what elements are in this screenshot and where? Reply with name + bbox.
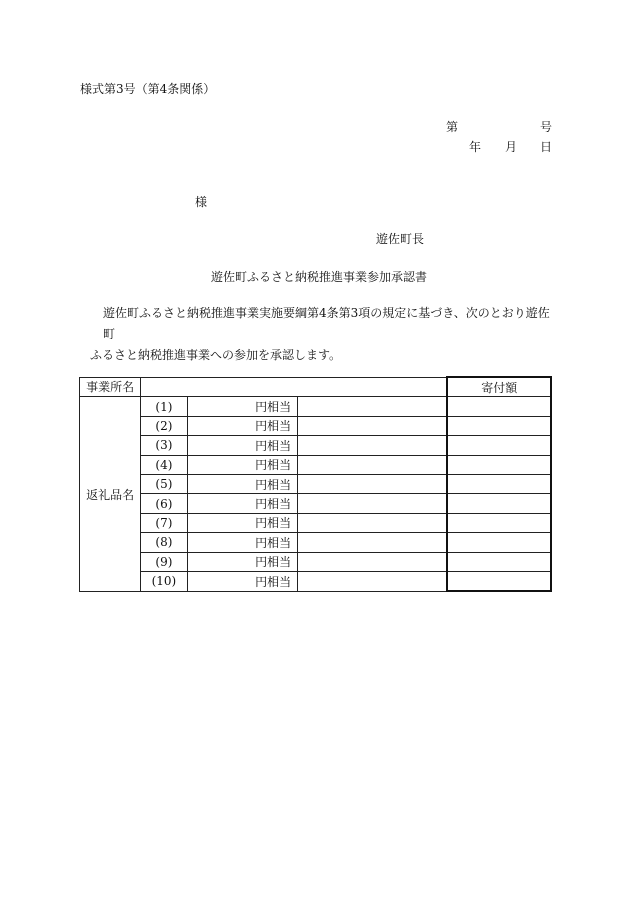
table-row bbox=[80, 533, 552, 552]
item-name-field[interactable] bbox=[298, 552, 448, 571]
item-name-field[interactable] bbox=[298, 474, 448, 493]
form-number: 様式第3号（第4条関係） bbox=[80, 82, 216, 96]
amount-field[interactable] bbox=[447, 436, 551, 455]
item-price-unit: 円相当 bbox=[187, 436, 298, 455]
item-price-unit: 円相当 bbox=[187, 533, 298, 552]
row-number: (10) bbox=[141, 571, 187, 591]
table-row bbox=[80, 552, 552, 571]
item-name-field[interactable] bbox=[298, 494, 448, 513]
item-name-field[interactable] bbox=[298, 436, 448, 455]
items-label: 返礼品名 bbox=[80, 397, 141, 591]
item-name-field[interactable] bbox=[298, 416, 448, 435]
item-price-unit: 円相当 bbox=[187, 513, 298, 532]
table-row bbox=[80, 571, 552, 591]
row-number: (1) bbox=[141, 397, 187, 416]
item-price-unit: 円相当 bbox=[187, 552, 298, 571]
item-name-field[interactable] bbox=[298, 533, 448, 552]
amount-field[interactable] bbox=[447, 416, 551, 435]
date-year-label: 年 bbox=[469, 140, 482, 154]
row-number: (6) bbox=[141, 494, 187, 513]
table-row bbox=[80, 436, 552, 455]
approval-table bbox=[79, 376, 552, 592]
row-number: (2) bbox=[141, 416, 187, 435]
row-number: (3) bbox=[141, 436, 187, 455]
item-price-unit: 円相当 bbox=[187, 416, 298, 435]
document-title: 遊佐町ふるさと納税推進事業参加承認書 bbox=[211, 270, 428, 284]
amount-field[interactable] bbox=[447, 571, 551, 591]
amount-header: 寄付額 bbox=[447, 377, 551, 397]
amount-field[interactable] bbox=[447, 455, 551, 474]
item-price-unit: 円相当 bbox=[187, 397, 298, 416]
item-name-field[interactable] bbox=[298, 397, 448, 416]
row-number: (9) bbox=[141, 552, 187, 571]
sender: 遊佐町長 bbox=[376, 232, 425, 246]
amount-field[interactable] bbox=[447, 533, 551, 552]
document-number-prefix: 第 bbox=[446, 120, 459, 134]
item-name-field[interactable] bbox=[298, 513, 448, 532]
amount-field[interactable] bbox=[447, 552, 551, 571]
table-row bbox=[80, 416, 552, 435]
date-month-label: 月 bbox=[505, 140, 518, 154]
item-price-unit: 円相当 bbox=[187, 494, 298, 513]
row-number: (8) bbox=[141, 533, 187, 552]
row-number: (5) bbox=[141, 474, 187, 493]
business-name-field[interactable] bbox=[141, 377, 448, 397]
body-line-1: 遊佐町ふるさと納税推進事業実施要綱第4条第3項の規定に基づき、次のとおり遊佐町 bbox=[103, 306, 550, 341]
amount-field[interactable] bbox=[447, 397, 551, 416]
business-name-label: 事業所名 bbox=[80, 377, 141, 397]
row-number: (4) bbox=[141, 455, 187, 474]
amount-field[interactable] bbox=[447, 513, 551, 532]
amount-field[interactable] bbox=[447, 474, 551, 493]
item-name-field[interactable] bbox=[298, 571, 448, 591]
item-price-unit: 円相当 bbox=[187, 455, 298, 474]
table-row bbox=[80, 397, 552, 416]
table-row bbox=[80, 455, 552, 474]
table-row bbox=[80, 494, 552, 513]
business-name-row bbox=[80, 377, 552, 397]
amount-field[interactable] bbox=[447, 494, 551, 513]
table-row bbox=[80, 513, 552, 532]
item-name-field[interactable] bbox=[298, 455, 448, 474]
body-paragraph bbox=[90, 303, 556, 366]
body-line-2: ふるさと納税推進事業への参加を承認します。 bbox=[90, 348, 342, 362]
table-row bbox=[80, 474, 552, 493]
item-price-unit: 円相当 bbox=[187, 474, 298, 493]
item-price-unit: 円相当 bbox=[187, 571, 298, 591]
document-number-suffix: 号 bbox=[540, 120, 553, 134]
date-day-label: 日 bbox=[540, 140, 553, 154]
addressee-suffix: 様 bbox=[195, 195, 208, 209]
row-number: (7) bbox=[141, 513, 187, 532]
